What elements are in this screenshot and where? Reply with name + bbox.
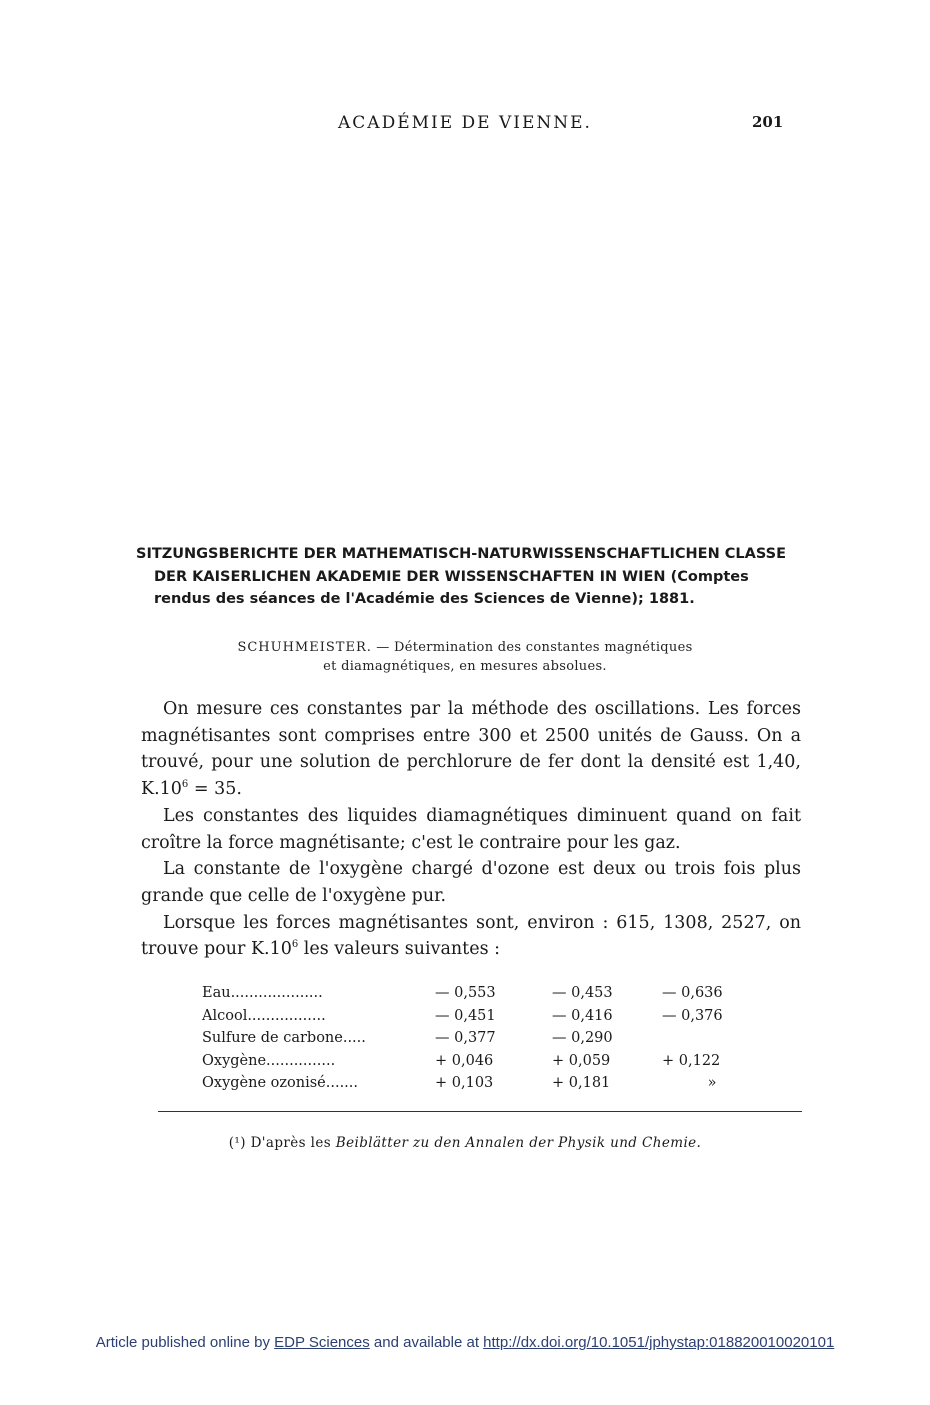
paragraph-1-exponent: 6	[181, 779, 189, 791]
paragraph-1-end: = 35.	[188, 779, 242, 800]
heading-line-3: rendus des séances de l'Académie des Sciences de Vienne); 1881.	[154, 591, 695, 607]
heading-line-2	[136, 566, 816, 589]
doi-link[interactable]: http://dx.doi.org/10.1051/jphystap:018820010020101	[483, 1334, 835, 1351]
paragraph-1-text: On mesure ces constantes par la méthode des oscillations. Les forces magnétisantes sont comprises entre 300 et 2500 unités de Gauss. On a trouvé, pour une solution de perchlorure de fer dont la densité est 1,40, K.10	[141, 699, 801, 800]
running-title: ACADÉMIE DE VIENNE.	[338, 113, 592, 133]
paragraph-2: Les constantes des liquides diamagnétiques diminuent quand on fait croître la force magnétisante; c'est le contraire pour les gaz.	[141, 805, 801, 853]
publisher-link[interactable]: EDP Sciences	[274, 1334, 370, 1351]
value-1308: — 0,290	[552, 1030, 613, 1046]
value-615: — 0,553	[435, 985, 496, 1001]
article-title-part-1: — Détermination des constantes magnétiques	[371, 640, 693, 655]
value-2527: — 0,376	[662, 1007, 723, 1024]
article-body	[141, 696, 801, 963]
value-1308: + 0,181	[552, 1075, 611, 1091]
footnote-source: Beiblätter zu den Annalen der Physik und Chemie.	[335, 1135, 702, 1151]
footnote-marker: (¹)	[228, 1135, 246, 1151]
value-615: — 0,451	[435, 1007, 496, 1024]
author-name: SCHUHMEISTER.	[237, 640, 372, 655]
value-615: — 0,377	[435, 1030, 496, 1046]
heading-line-2-caps: DER KAISERLICHEN AKADEMIE DER WISSENSCHAFTEN IN WIEN	[154, 568, 666, 585]
value-1308: — 0,453	[552, 985, 613, 1001]
paragraph-4-end: les valeurs suivantes :	[298, 939, 501, 960]
row-label: Sulfure de carbone.....	[202, 1030, 366, 1046]
page-number: 201	[752, 113, 784, 131]
row-label: Oxygène...............	[202, 1052, 336, 1069]
row-label: Eau....................	[202, 985, 323, 1001]
footnote-divider	[158, 1111, 802, 1112]
table-row	[202, 1027, 762, 1050]
publication-middle: and available at	[369, 1334, 484, 1351]
value-615: + 0,103	[435, 1075, 494, 1091]
section-heading	[136, 543, 816, 611]
heading-line-1: SITZUNGSBERICHTE DER MATHEMATISCH-NATURWISSENSCHAFTLICHEN CLASSE	[136, 546, 787, 562]
value-2527: + 0,122	[662, 1052, 721, 1069]
footnote	[0, 1135, 930, 1151]
value-2527: »	[707, 1075, 717, 1091]
table-row	[202, 982, 762, 1005]
footnote-prefix: D'après les	[245, 1135, 336, 1151]
paragraph-4	[141, 910, 801, 963]
paragraph-1	[141, 696, 801, 803]
publication-notice	[0, 1334, 930, 1351]
value-615: + 0,046	[435, 1052, 494, 1069]
paragraph-4-exponent: 6	[291, 939, 299, 951]
byline-line-1	[0, 638, 930, 657]
table-row	[202, 1072, 762, 1095]
paragraph-4-text: Lorsque les forces magnétisantes sont, environ : 615, 1308, 2527, on trouve pour K.10	[141, 912, 801, 960]
article-title-part-2: et diamagnétiques, en mesures absolues.	[323, 659, 607, 674]
table-row	[202, 1050, 762, 1073]
value-1308: + 0,059	[552, 1052, 611, 1069]
value-1308: — 0,416	[552, 1007, 613, 1024]
article-byline	[0, 638, 930, 676]
paragraph-3: La constante de l'oxygène chargé d'ozone est deux ou trois fois plus grande que celle de l'oxygène pur.	[141, 859, 801, 906]
publication-prefix: Article published online by	[95, 1334, 275, 1351]
row-label: Alcool.................	[202, 1007, 326, 1024]
table-row	[202, 1005, 762, 1028]
constants-table	[202, 982, 762, 1095]
row-label: Oxygène ozonisé.......	[202, 1075, 359, 1091]
value-2527: — 0,636	[662, 985, 723, 1001]
heading-line-2-rest: (Comptes	[665, 568, 749, 585]
value-2527	[662, 1027, 762, 1050]
